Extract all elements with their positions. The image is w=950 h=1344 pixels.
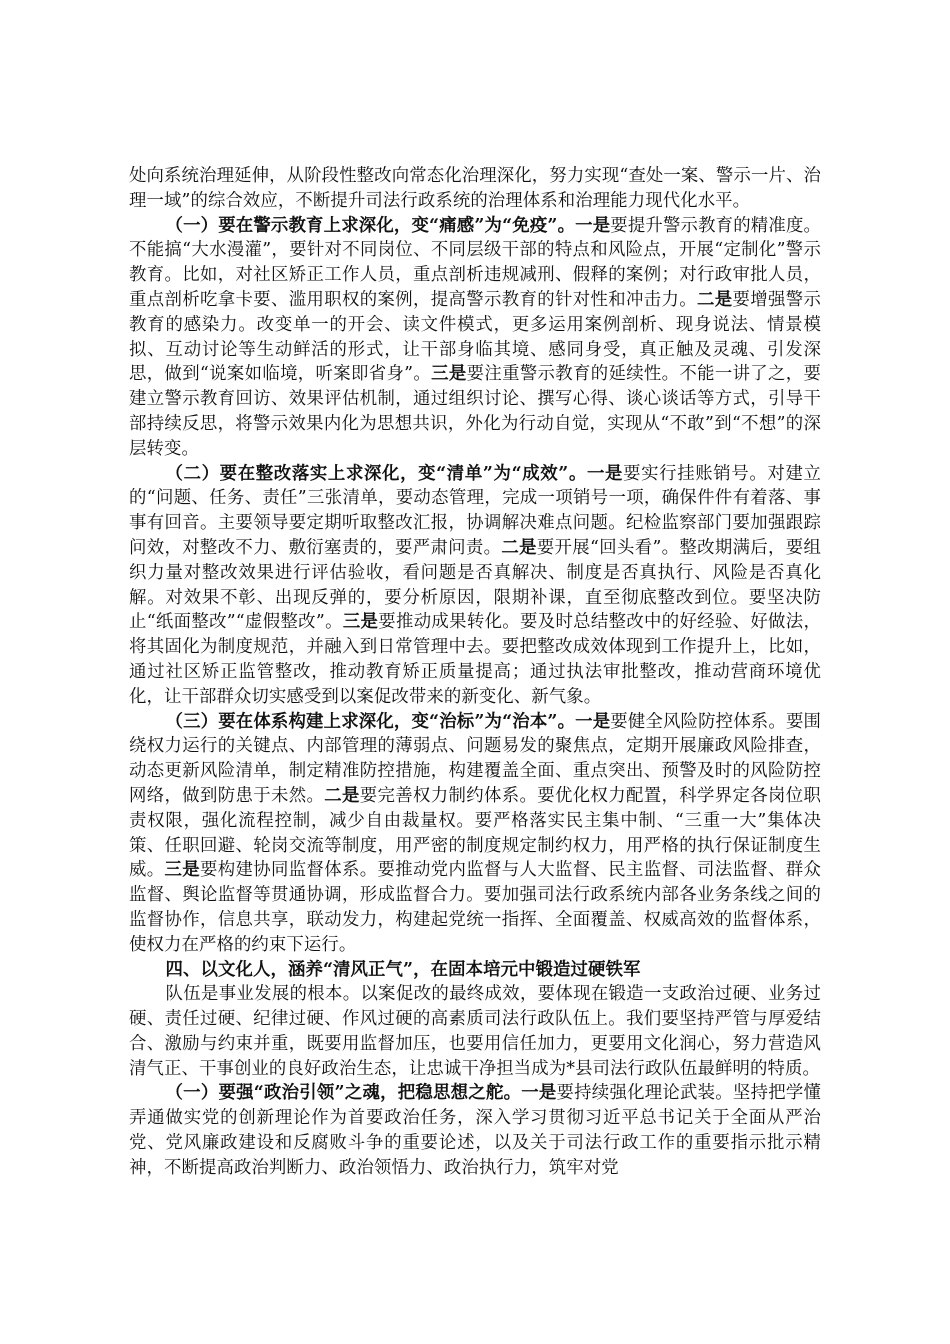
paragraph [129,1081,821,1180]
paragraph [129,982,821,1081]
bold-text: 二是 [324,785,360,806]
bold-text: 二是 [697,289,733,310]
bold-text: （一）要在警示教育上求深化，变“痛感”为“免疫”。一是 [165,215,611,236]
bold-text: 三是 [431,364,467,385]
bold-text: 三是 [342,612,379,633]
paragraph [129,214,821,462]
bold-text: （一）要强“政治引领”之魂，把稳思想之舵。一是 [165,1083,557,1104]
body-text: 要实行挂账销号。对建立的“问题、任务、责任”三张清单，要动态管理，完成一项销号一项，确保件件有着落、事事有回音。主要领导要定期听取整改汇报，协调解决难点问题。纪检监察部门要加强跟踪问效，对整改不力、敷衍塞责的，要严肃问责。 [129,463,821,558]
document-body [129,164,821,1181]
paragraph [129,164,821,214]
bold-text: （二）要在整改落实上求深化，变“清单”为“成效”。一是 [165,463,624,484]
bold-text: 二是 [501,537,537,558]
body-text: 要提升警示教育的精准度。不能搞“大水漫灌”，要针对不同岗位、不同层级干部的特点和风险点，开展“定制化”警示教育。比如，对社区矫正工作人员，重点剖析违规减刑、假释的案例；对行政审批人员，重点剖析吃拿卡要、滥用职权的案例，提高警示教育的针对性和冲击力。 [129,215,822,310]
paragraph [129,710,821,958]
bold-text: 三是 [164,860,200,881]
body-text: 要注重警示教育的延续性。不能一讲了之，要建立警示教育回访、效果评估机制，通过组织讨论、撰写心得、谈心谈话等方式，引导干部持续反思，将警示效果内化为思想共识，外化为行动自觉，实现从“不敢”到“不想”的深层转变。 [129,364,821,459]
body-text: 要健全风险防控体系。要围绕权力运行的关键点、内部管理的薄弱点、问题易发的聚焦点，定期开展廉政风险排查，动态更新风险清单，制定精准防控措施，构建覆盖全面、重点突出、预警及时的风险防控网络，做到防患于未然。 [129,711,822,806]
bold-text: 四、以文化人，涵养“清风正气”，在固本培元中锻造过硬铁军 [165,959,641,980]
body-text: 处向系统治理延伸，从阶段性整改向常态化治理深化，努力实现“查处一案、警示一片、治理一域”的综合效应，不断提升司法行政系统的治理体系和治理能力现代化水平。 [129,166,821,211]
paragraph [129,958,821,983]
body-text: 要开展“回头看”。整改期满后，要组织力量对整改效果进行评估验收，看问题是否真解决、制度是否真执行、风险是否真化解。对效果不彰、出现反弹的，要分析原因，限期补课，直至彻底整改到位。要坚决防止“纸面整改”“虚假整改”。 [129,537,822,633]
body-text: 要推动成果转化。要及时总结整改中的好经验、好做法，将其固化为制度规范，并融入到日常管理中去。要把整改成效体现到工作提升上，比如，通过社区矫正监管整改，推动教育矫正质量提高；通过执法审批整改，推动营商环境优化，让干部群众切实感受到以案促改带来的新变化、新气象。 [129,612,821,707]
body-text: 要持续强化理论武装。坚持把学懂弄通做实党的创新理论作为首要政治任务，深入学习贯彻习近平总书记关于全面从严治党、党风廉政建设和反腐败斗争的重要论述，以及关于司法行政工作的重要指示批示精神，不断提高政治判断力、政治领悟力、政治执行力，筑牢对党 [129,1083,821,1178]
paragraph [129,462,821,710]
bold-text: （三）要在体系构建上求深化，变“治标”为“治本”。一是 [165,711,611,732]
body-text: 队伍是事业发展的根本。以案促改的最终成效，要体现在锻造一支政治过硬、业务过硬、责任过硬、纪律过硬、作风过硬的高素质司法行政队伍上。我们要坚持严管与厚爱结合、激励与约束并重，既要用监督加压，也要用信任加力，更要用文化润心，努力营造风清气正、干事创业的良好政治生态，让忠诚干净担当成为*县司法行政队伍最鲜明的特质。 [129,984,821,1079]
body-text: 要增强警示教育的感染力。改变单一的开会、读文件模式，更多运用案例剖析、现身说法、情景模拟、互动讨论等生动鲜活的形式，让干部身临其境、感同身受，真正触及灵魂、引发深思，做到“说案如临境，听案即省身”。 [129,289,821,385]
body-text: 要完善权力制约体系。要优化权力配置，科学界定各岗位职责权限，强化流程控制，减少自由裁量权。要严格落实民主集中制、“三重一大”集体决策、任职回避、轮岗交流等制度，用严密的制度规定制约权力，用严格的执行保证制度生威。 [129,785,821,881]
body-text: 要构建协同监督体系。要推动党内监督与人大监督、民主监督、司法监督、群众监督、舆论监督等贯通协调，形成监督合力。要加强司法行政系统内部各业务条线之间的监督协作，信息共享，联动发力，构建起党统一指挥、全面覆盖、权威高效的监督体系，使权力在严格的约束下运行。 [129,860,821,955]
